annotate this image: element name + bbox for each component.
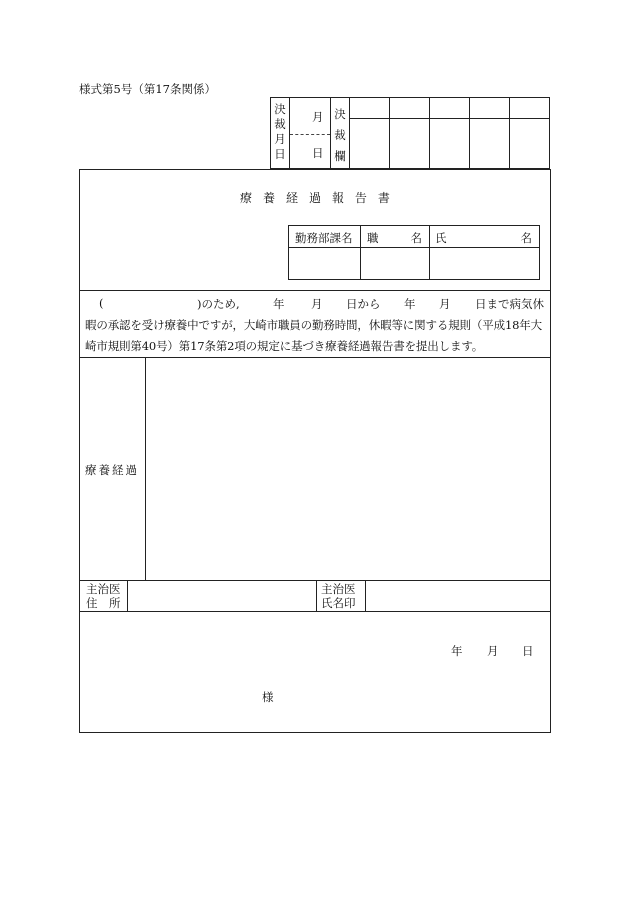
form-label: 様式第5号（第17条関係） [79,82,216,96]
statement-line-1: ( )のため, 年 月 日から 年 月 日まで病気休 [99,296,544,311]
statement-line-3: 崎市規則第40号）第17条第2項の規定に基づき療養経過報告書を提出します。 [85,339,484,353]
progress-label: 療養経過 [85,463,139,477]
addressee-field[interactable] [130,684,255,706]
approval-month-label: 月 [312,110,324,124]
doctor-name-label: 主治医 氏名印 [321,582,356,610]
approval-stamp-cell[interactable] [390,119,428,168]
department-field[interactable] [289,248,359,279]
addressee-honorific: 様 [262,690,274,704]
doctor-address-field[interactable] [129,582,314,609]
approval-stamp-cell[interactable] [470,119,508,168]
approval-column-label: 決 裁 欄 [334,107,346,163]
statement-line-2: 暇の承認を受け療養中ですが，大崎市職員の勤務時間，休暇等に関する規則（平成18年大 [85,318,542,332]
document-title: 療 養 経 過 報 告 書 [240,191,390,205]
name-header: 氏 名 [435,231,532,245]
position-header: 職 名 [367,231,422,245]
doctor-address-label: 主治医 住 所 [86,582,121,610]
department-header: 勤務部課名 [295,231,353,245]
reason-field[interactable] [109,296,195,312]
approval-stamp-cell[interactable] [350,119,388,168]
name-field[interactable] [430,248,539,279]
approval-stamp-cell[interactable] [510,119,549,168]
approval-date-label: 決 裁 月 日 [274,102,286,161]
footer-day: 日 [522,644,534,658]
footer-year: 年 [451,644,463,658]
footer-month: 月 [487,644,499,658]
progress-textarea[interactable] [147,359,549,578]
approval-day-label: 日 [312,146,324,160]
approval-stamp-cell[interactable] [430,119,468,168]
position-field[interactable] [361,248,428,279]
doctor-name-seal-field[interactable] [367,582,549,609]
